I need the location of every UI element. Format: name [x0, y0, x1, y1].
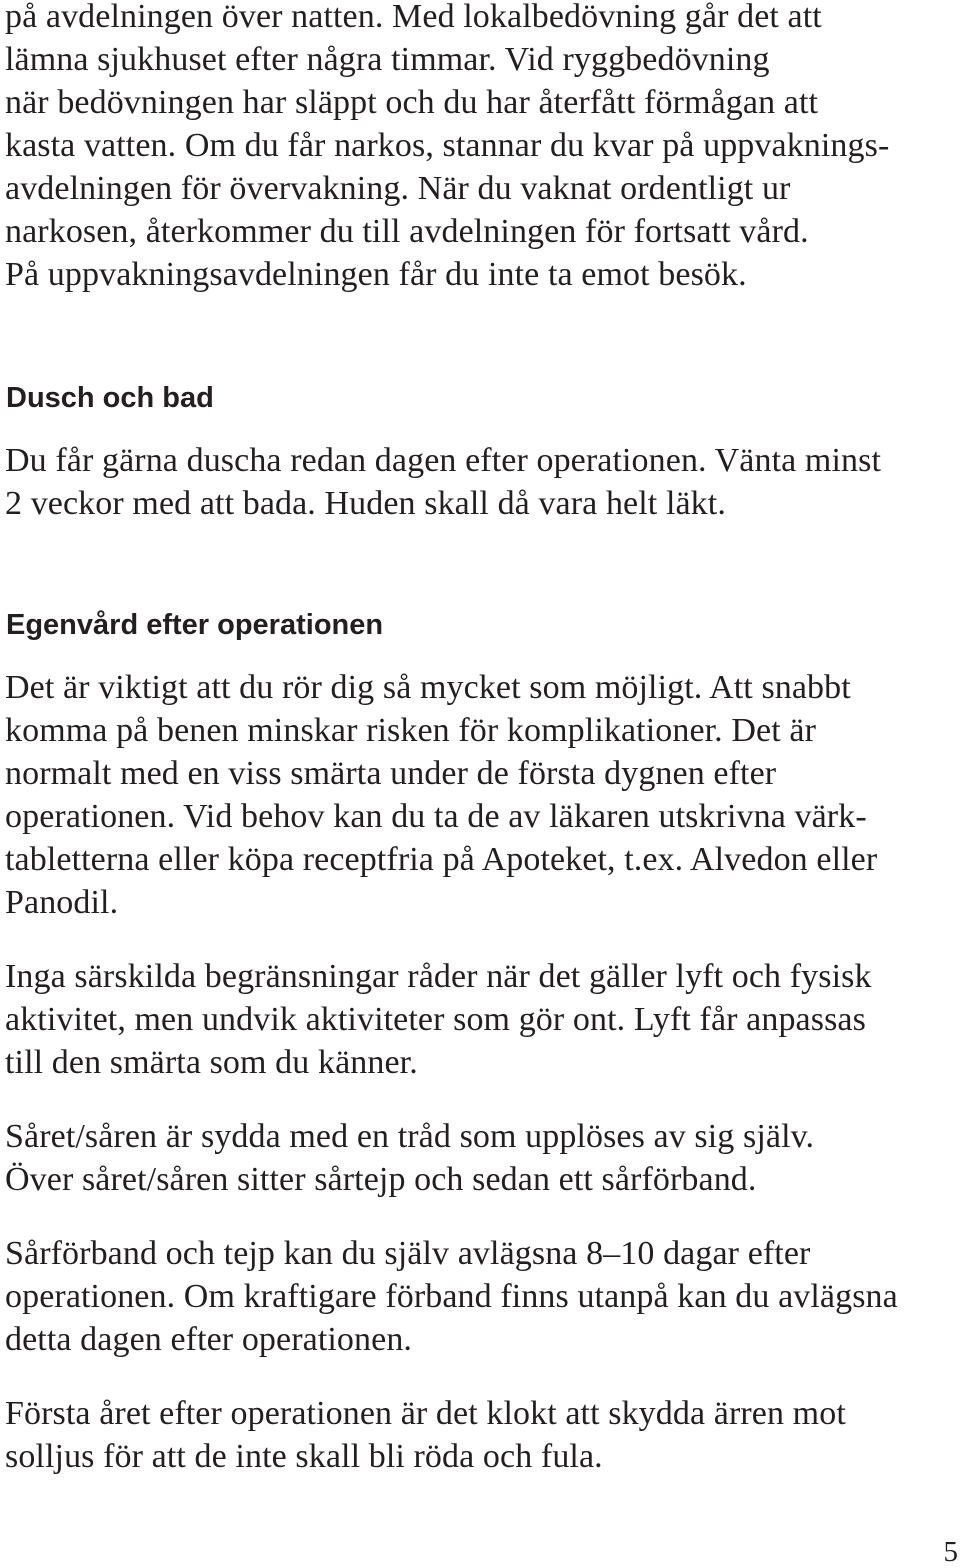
text-line: 2 veckor med att bada. Huden skall då vara helt läkt.: [5, 485, 726, 522]
text-line: Inga särskilda begränsningar råder när det gäller lyft och fysisk: [5, 958, 872, 995]
text-line: operationen. Om kraftigare förband finns utanpå kan du avlägsna: [5, 1278, 898, 1315]
text-line: komma på benen minskar risken för komplikationer. Det är: [5, 712, 816, 749]
text-line: På uppvakningsavdelningen får du inte ta emot besök.: [5, 256, 747, 293]
section-heading-shower: Dusch och bad: [6, 382, 214, 414]
text-line: normalt med en viss smärta under de första dygnen efter: [5, 755, 777, 792]
text-line: Panodil.: [5, 884, 119, 921]
text-line: avdelningen för övervakning. När du vaknat ordentligt ur: [5, 170, 791, 207]
text-line: Såret/såren är sydda med en tråd som upplöses av sig själv.: [5, 1118, 815, 1155]
text-line: när bedövningen har släppt och du har återfått förmågan att: [5, 84, 819, 121]
text-line: aktivitet, men undvik aktiviteter som gör ont. Lyft får anpassas: [5, 1001, 866, 1038]
text-line: solljus för att de inte skall bli röda och fula.: [5, 1438, 603, 1475]
text-line: Över såret/såren sitter sårtejp och sedan ett sårförband.: [5, 1161, 757, 1198]
page-number: 5: [943, 1536, 958, 1568]
section-heading-selfcare: Egenvård efter operationen: [6, 609, 384, 641]
text-line: detta dagen efter operationen.: [5, 1321, 413, 1358]
text-line: kasta vatten. Om du får narkos, stannar du kvar på uppvaknings-: [5, 127, 890, 164]
text-line: Du får gärna duscha redan dagen efter operationen. Vänta minst: [5, 442, 881, 479]
text-line: Sårförband och tejp kan du själv avlägsna 8–10 dagar efter: [5, 1235, 811, 1272]
text-line: till den smärta som du känner.: [5, 1044, 418, 1081]
text-line: tabletterna eller köpa receptfria på Apoteket, t.ex. Alvedon eller: [5, 841, 878, 878]
text-line: Det är viktigt att du rör dig så mycket som möjligt. Att snabbt: [5, 669, 851, 706]
text-line: lämna sjukhuset efter några timmar. Vid ryggbedövning: [5, 41, 770, 78]
text-line: narkosen, återkommer du till avdelningen för fortsatt vård.: [5, 213, 809, 250]
text-line: Första året efter operationen är det klokt att skydda ärren mot: [5, 1395, 846, 1432]
text-line: på avdelningen över natten. Med lokalbedövning går det att: [5, 0, 822, 35]
text-line: operationen. Vid behov kan du ta de av läkaren utskrivna värk-: [5, 798, 867, 835]
